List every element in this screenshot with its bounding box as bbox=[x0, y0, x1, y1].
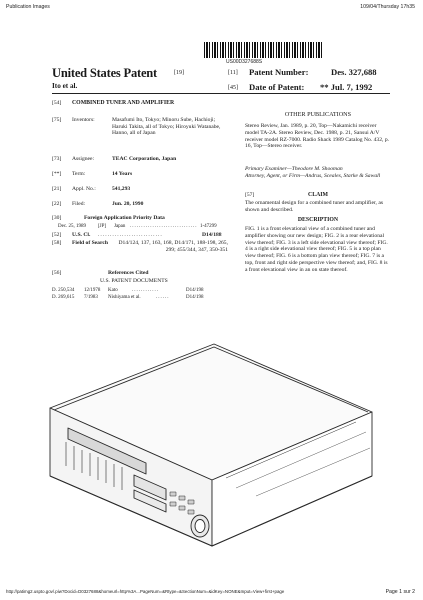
print-footer-url: http://patimg2.uspto.gov/.piw?Docid=D0327688&homeurl=http%3A...PageNum=&Rtype=&SectionNum=&idKey=NONE&Input=View+first+page bbox=[6, 589, 285, 594]
other-publications-title: OTHER PUBLICATIONS bbox=[284, 111, 352, 118]
inventor-short: Ito et al. bbox=[52, 82, 78, 90]
patent-title: COMBINED TUNER AND AMPLIFIER bbox=[72, 100, 175, 106]
barcode-image bbox=[204, 42, 324, 58]
claim-text: The ornamental design for a combined tuner and amplifier, as shown and described. bbox=[245, 200, 384, 213]
filed-value: Jun. 20, 1990 bbox=[112, 201, 144, 207]
inventors-value: Masafumi Ito, Tokyo; Minoru Sube, Hachioji; Haruki Takita, all of Tokyo; Hiroyuki Watanabe, Hanno, all of Japan bbox=[112, 117, 221, 137]
print-header-title: Publication Images bbox=[6, 4, 50, 10]
field-of-search-row: [58] Field of Search D14/124, 137, 163, 168, D14/171, 188-198, 265, 299; 455/344, 347, 350-351 bbox=[52, 240, 228, 253]
patent-number-code: [11] bbox=[228, 70, 238, 76]
country-code: [19] bbox=[174, 70, 184, 76]
inventors-row: [75] Inventors: Masafumi Ito, Tokyo; Minoru Sube, Hachioji; Haruki Takita, all of Tokyo; Hiroyuki Watanabe, Hanno, all of Japan bbox=[52, 117, 228, 145]
references-subheading: U.S. PATENT DOCUMENTS bbox=[100, 278, 168, 284]
other-publications-text: Stereo Review, Jan. 1989, p. 20, Top—Nakamichi receiver model TA-2A. Stereo Review, Dec. 1988, p. 21, Sansui A/V receiver model RZ-7000. Radio Shack 1989 Catalog No. 432, p. 16, Top—Stereo receiver. bbox=[245, 123, 390, 150]
patent-number-label: Patent Number: bbox=[249, 67, 309, 77]
application-number-value: 541,293 bbox=[112, 186, 131, 192]
description-title: DESCRIPTION bbox=[297, 217, 339, 223]
patent-date-code: [45] bbox=[228, 85, 238, 91]
patent-date-value: ** Jul. 7, 1992 bbox=[320, 82, 373, 92]
country-title: United States Patent bbox=[52, 66, 158, 80]
tuner-amplifier-drawing bbox=[36, 300, 376, 550]
patent-number-value: Des. 327,688 bbox=[331, 67, 377, 77]
print-footer bbox=[0, 586, 423, 600]
patent-date-label: Date of Patent: bbox=[249, 82, 305, 92]
assignee-value: TEAC Corporation, Japan bbox=[112, 156, 177, 162]
print-footer-page: Page 1 sur 2 bbox=[385, 589, 415, 595]
term-value: 14 Years bbox=[112, 171, 133, 177]
barcode-number: US00D327688S bbox=[226, 59, 263, 65]
claim-code: [57] bbox=[245, 192, 255, 198]
field-of-search-value: D14/124, 137, 163, 168, D14/171, 188-198, 265, 299; 455/344, 347, 350-351 bbox=[118, 240, 228, 253]
bibliographic-column: [54] COMBINED TUNER AND AMPLIFIER [75] Inventors: Masafumi Ito, Tokyo; Minoru Sube, Hachioji; Haruki Takita, all of Tokyo; Hiroyuki Watanabe, Hanno, all of Japan [73] Assignee: TEAC Corporation, Japan [**] Term: 14 Years [21] Appl. No.: 541,293 [22] Filed: Jun. 20, 1990 [30] Foreign Application Priority Data Dec. 25, 1989 [JP] Japan .............................. 1-47299 [52] U.S. Cl. ........................... D14/188 [58] Field of Search D14/124, 137, 163, 168, D14/171, 188-198, 265, 299; 455/344, 347, 350-351 [56] References Cited U.S. PATENT DOCUMENTS D. 250,534 12/1978 Kato ............ D14/198 D. 269,615 7/1983 Nishiyama et al. ...... D14/198 bbox=[52, 100, 212, 390]
us-class-value: D14/188 bbox=[202, 232, 222, 238]
print-header-timestamp: 109/04/Thursday 17h35 bbox=[360, 4, 415, 10]
primary-examiner: Primary Examiner—Theodore M. Shooman bbox=[245, 166, 343, 172]
attorney: Attorney, Agent, or Firm—Andrus, Sceales, Starke & Sawall bbox=[245, 173, 381, 179]
print-header bbox=[0, 0, 423, 14]
description-text: FIG. 1 is a front elevational view of a combined tuner and amplifier showing our new design; FIG. 2 is a rear elevational view thereof; FIG. 3 is a left side elevational view thereof; FIG. 4 is a right side elevational view thereof; FIG. 5 is a top plan view thereof; FIG. 6 is a bottom plan view thereof; FIG. 7 is a top, front and right side perspective view thereof; and, FIG. 8 is a front elevational view in an on state thereof. bbox=[245, 226, 388, 273]
header-divider bbox=[52, 93, 390, 94]
claim-title: CLAIM bbox=[308, 192, 328, 198]
